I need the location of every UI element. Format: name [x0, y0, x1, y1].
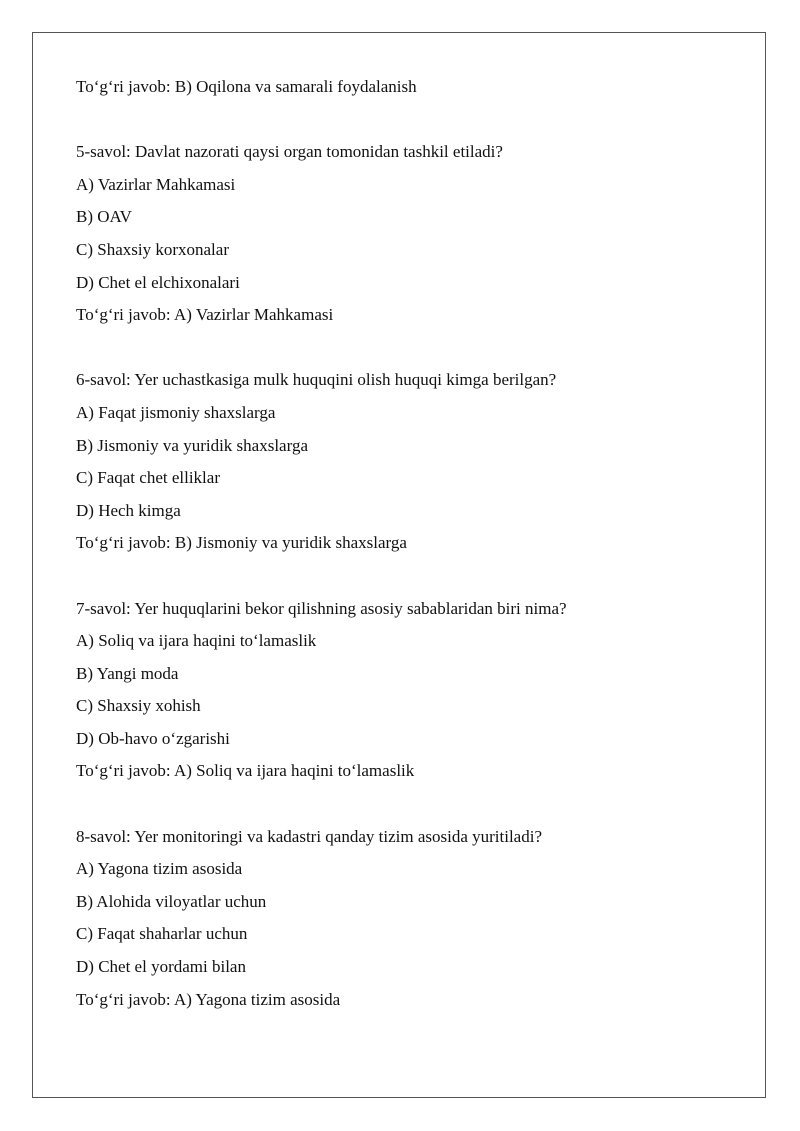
question-block-7 [76, 593, 736, 789]
correct-answer: To‘g‘ri javob: A) Vazirlar Mahkamasi [76, 305, 334, 325]
option-b: B) OAV [76, 207, 132, 227]
option-c: C) Faqat chet elliklar [76, 468, 220, 488]
question-block-5 [76, 136, 736, 332]
spacer [76, 104, 736, 137]
option-b: B) Alohida viloyatlar uchun [76, 891, 267, 911]
option-a: A) Yagona tizim asosida [76, 859, 243, 879]
document-body [76, 71, 736, 1016]
question-block-8 [76, 821, 736, 1017]
option-c: C) Shaxsiy xohish [76, 696, 201, 716]
spacer [76, 332, 736, 365]
spacer [76, 560, 736, 593]
option-a: A) Faqat jismoniy shaxslarga [76, 402, 276, 422]
question-text: 5-savol: Davlat nazorati qaysi organ tomonidan tashkil etiladi? [76, 142, 503, 162]
option-a: A) Vazirlar Mahkamasi [76, 174, 236, 194]
option-b: B) Yangi moda [76, 663, 179, 683]
question-text: 8-savol: Yer monitoringi va kadastri qanday tizim asosida yuritiladi? [76, 826, 542, 846]
option-c: C) Shaxsiy korxonalar [76, 239, 229, 259]
correct-answer: To‘g‘ri javob: A) Yagona tizim asosida [76, 989, 341, 1009]
correct-answer: To‘g‘ri javob: A) Soliq va ijara haqini to‘lamaslik [76, 761, 415, 781]
previous-answer: To‘g‘ri javob: B) Oqilona va samarali foydalanish [76, 77, 417, 96]
option-a: A) Soliq va ijara haqini to‘lamaslik [76, 631, 317, 651]
option-c: C) Faqat shaharlar uchun [76, 924, 248, 944]
question-text: 6-savol: Yer uchastkasiga mulk huquqini olish huquqi kimga berilgan? [76, 370, 557, 390]
option-b: B) Jismoniy va yuridik shaxslarga [76, 435, 308, 455]
question-text: 7-savol: Yer huquqlarini bekor qilishning asosiy sabablaridan biri nima? [76, 598, 567, 618]
option-d: D) Chet el yordami bilan [76, 957, 246, 977]
option-d: D) Hech kimga [76, 500, 181, 520]
option-d: D) Chet el elchixonalari [76, 272, 240, 292]
correct-answer: To‘g‘ri javob: B) Jismoniy va yuridik shaxslarga [76, 533, 407, 553]
spacer [76, 788, 736, 821]
option-d: D) Ob-havo o‘zgarishi [76, 728, 230, 748]
question-block-6 [76, 364, 736, 560]
